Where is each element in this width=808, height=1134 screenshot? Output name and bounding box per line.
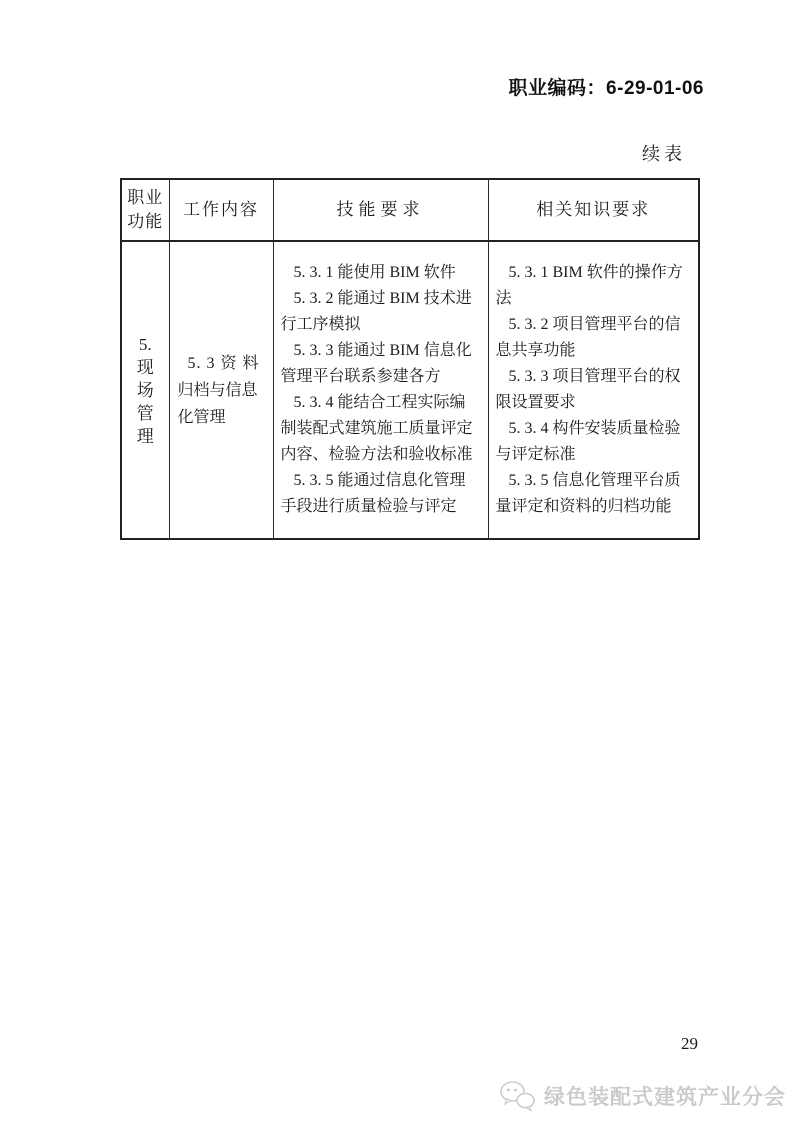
- knowledge-line: 5. 3. 2 项目管理平台的信: [508, 316, 681, 333]
- skill-line: 5. 3. 5 能通过信息化管理: [293, 472, 466, 489]
- job-function-name-vertical: 现场管理: [136, 357, 154, 446]
- cell-knowledge-requirements: [488, 241, 699, 539]
- col-header-job-function: 职业功能: [121, 179, 169, 241]
- skill-line: 手段进行质量检验与评定: [280, 498, 457, 515]
- table-row: [121, 241, 699, 539]
- knowledge-line: 量评定和资料的归档功能: [495, 498, 672, 515]
- work-content-line: 归档与信息: [177, 381, 258, 399]
- knowledge-line: 限设置要求: [495, 394, 576, 411]
- knowledge-line: 5. 3. 4 构件安装质量检验: [508, 420, 681, 437]
- skill-line: 管理平台联系参建各方: [280, 368, 441, 385]
- job-code-label: 职业编码：6-29-01-06: [508, 78, 704, 99]
- skill-line: 行工序模拟: [280, 316, 361, 333]
- footer-brand: [499, 1080, 786, 1112]
- knowledge-line: 息共享功能: [495, 342, 576, 359]
- footer-brand-text: 绿色装配式建筑产业分会: [544, 1086, 786, 1109]
- col-header-skill-requirements: 技能要求: [273, 179, 488, 241]
- skill-line: 5. 3. 4 能结合工程实际编: [293, 394, 466, 411]
- cell-job-function: [121, 241, 169, 539]
- col-header-work-content: 工作内容: [169, 179, 273, 241]
- knowledge-line: 5. 3. 1 BIM 软件的操作方: [508, 264, 683, 281]
- knowledge-line: 5. 3. 5 信息化管理平台质: [508, 472, 681, 489]
- knowledge-line: 与评定标准: [495, 446, 576, 463]
- knowledge-line: 5. 3. 3 项目管理平台的权: [508, 368, 681, 385]
- skill-line: 制装配式建筑施工质量评定: [280, 420, 473, 437]
- col-header-knowledge-requirements: 相关知识要求: [488, 179, 699, 241]
- continued-table-label: 续表: [642, 144, 686, 164]
- work-content-line: 5. 3 资 料: [187, 354, 260, 372]
- cell-work-content: [169, 241, 273, 539]
- skill-line: 5. 3. 3 能通过 BIM 信息化: [293, 342, 472, 359]
- work-content-line: 化管理: [177, 408, 226, 426]
- skill-line: 内容、检验方法和验收标准: [280, 446, 473, 463]
- table-header-row: [121, 179, 699, 241]
- chat-bubbles-logo: [499, 1080, 537, 1112]
- skill-line: 5. 3. 2 能通过 BIM 技术进: [293, 290, 472, 307]
- cell-skill-requirements: [273, 241, 488, 539]
- skill-line: 5. 3. 1 能使用 BIM 软件: [293, 264, 456, 281]
- page-number: 29: [681, 1034, 698, 1053]
- skills-requirements-table: [120, 178, 700, 540]
- job-function-number: 5.: [138, 334, 152, 354]
- knowledge-line: 法: [495, 290, 512, 307]
